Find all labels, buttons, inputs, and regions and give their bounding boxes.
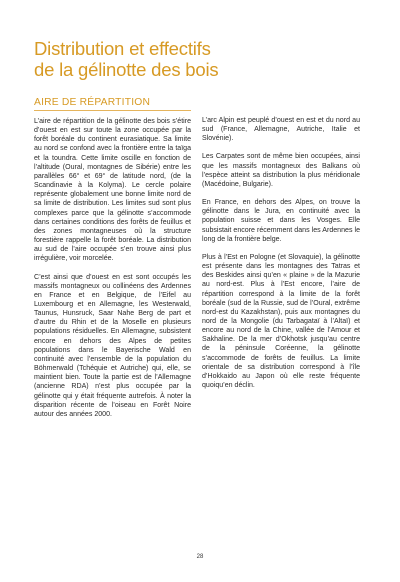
paragraph: Plus à l’Est en Pologne (et Slovaquie), la gélinotte est présente dans les montagnes des Tatras et des Beskides ainsi qu’en « plaine » de la Mazurie au nord-est. Plus à l’Est encore, l’aire de répartition correspond à la limite de la forêt boréale (sud de la Russie, sud de l’Oural, extrême nord-est du Kazakhstan), puis aux montagnes du nord de la Mongolie (du Tarbagataï à l’Altaï) et encore au nord de la Chine, vallée de l’Amour et Sakhaline. De la mer d’Okhotsk jusqu’au centre de la péninsule Coréenne, la gélinotte s’accommode de forêts de feuillus. La limite orientale de sa distribution correspond à l’île d’Hokkaido au Japon où elle reste fréquente quoiqu’en déclin.: [202, 253, 360, 390]
left-column: [34, 117, 191, 428]
right-column: [202, 116, 360, 399]
paragraph: Les Carpates sont de même bien occupées, ainsi que les massifs montagneux des Balkans où l’espèce atteint sa distribution la plus méridionale (Macédoine, Bulgarie).: [202, 153, 360, 188]
title-line-2: de la gélinotte des bois: [34, 59, 219, 80]
page-number: 28: [196, 554, 204, 560]
section-heading: AIRE DE RÉPARTITION: [34, 97, 151, 108]
section-divider: [34, 110, 191, 111]
paragraph: En France, en dehors des Alpes, on trouve la gélinotte dans le Jura, en continuité avec la population suisse et dans les Vosges. Elle subsistait encore récemment dans les Ardennes le long de la frontière belge.: [202, 199, 360, 243]
page-title: [34, 38, 374, 80]
paragraph: L’aire de répartition de la gélinotte des bois s’étire d’ouest en est sur toute la zone occupée par la forêt boréale du continent eurasiatique. Sa limite au nord se confond avec la frontière entre la taïga et la toundra. Cette limite oscille en fonction de l’altitude (Oural, montagnes de Sibérie) entre les parallèles 66° et 69° de latitude nord, (de la Scandinavie à la Kolyma). Le cercle polaire représente globalement une bonne limite nord de sa limite de distribution. Les limites sud sont plus complexes parce que la gélinotte s’accommode dans certaines conditions des forêts de feuillus et des zones montagneuses où la structure forestière rappelle la forêt boréale. La distribution au sud de l’aire occupée s’en trouve ainsi plus irrégulière, voir morcelée.: [34, 118, 191, 263]
paragraph: C’est ainsi que d’ouest en est sont occupés les massifs montagneux ou collinéens des Ardennes en France et en Belgique, de l’Eifel au Luxembourg et en Allemagne, les Westerwald, Taunus, Hunsruck, Saar Nahe Berg de part et d’autre du Rhin et de la Moselle en plusieurs populations résiduelles. En Allemagne, subsistent encore en dehors des Alpes de petites populations dans le Bayerische Wald en continuité avec l’ensemble de la population du Böhmerwald (Tchéquie et Autriche) qui, elle, se maintient bien. Toute la partie est de l’Allemagne (ancienne RDA) n’est plus occupée par la gélinotte qui y était fréquente autrefois. À noter la disparition récente de l’oiseau en Forêt Noire autour des années 2000.: [34, 273, 191, 418]
paragraph: L’arc Alpin est peuplé d’ouest en est et du nord au sud (France, Allemagne, Autriche, Italie et Slovénie).: [202, 117, 360, 143]
title-line-1: Distribution et effectifs: [34, 38, 211, 59]
